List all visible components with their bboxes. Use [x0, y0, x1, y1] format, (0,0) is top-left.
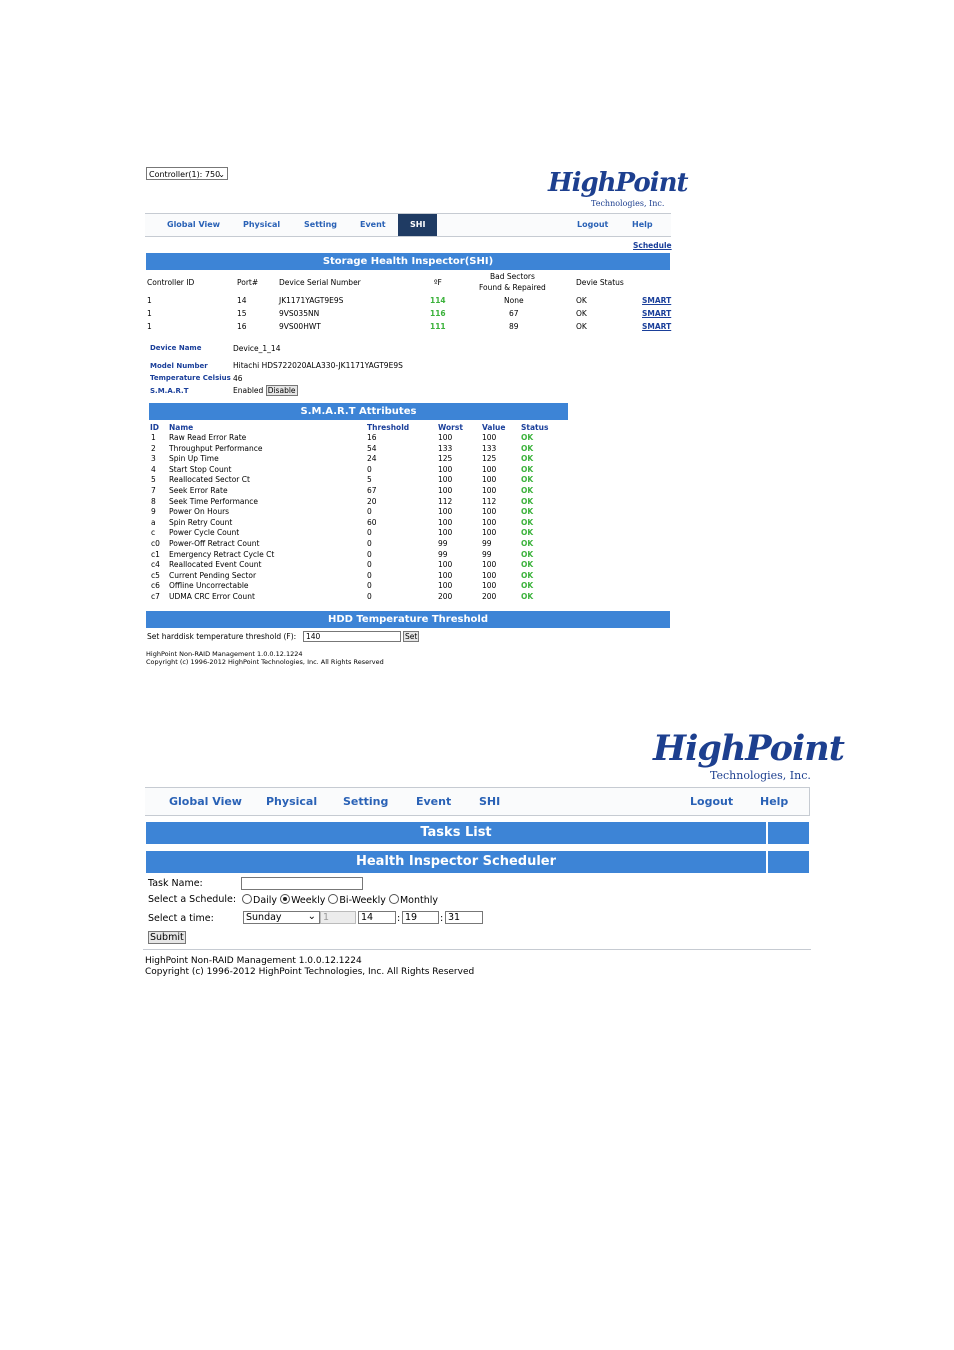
smart-cell-value: 100 — [482, 570, 497, 580]
device-name-value: Device_1_14 — [233, 344, 281, 353]
scheduler-title-cap — [768, 851, 809, 873]
smart-cell-threshold: 0 — [367, 592, 372, 601]
smart-cell-status: OK — [521, 539, 534, 548]
smart-cell-id: c7 — [151, 592, 160, 601]
smart-cell-status: OK — [521, 581, 534, 591]
temperature-label: Temperature Celsius — [150, 374, 231, 382]
nav-shi[interactable]: SHI — [479, 795, 501, 808]
smart-cell-id: c5 — [151, 570, 160, 580]
col-port: Port# — [237, 278, 259, 287]
controller-select-value: Controller(1): 750 — [149, 170, 221, 179]
device-status: OK — [576, 309, 587, 318]
radio-monthly-label: Monthly — [399, 895, 438, 906]
smart-cell-threshold: 0 — [367, 464, 372, 474]
nav-setting[interactable]: Setting — [343, 795, 389, 808]
smart-cell-id: 3 — [151, 454, 156, 464]
smart-state — [233, 386, 298, 395]
smart-col-name: Name — [169, 423, 194, 432]
nav-setting[interactable]: Setting — [304, 220, 337, 229]
smart-cell-value: 100 — [482, 528, 497, 538]
nav-physical[interactable]: Physical — [243, 220, 281, 229]
smart-cell-worst: 99 — [438, 549, 448, 559]
smart-link[interactable]: SMART — [642, 296, 672, 305]
model-number-label: Model Number — [150, 362, 208, 370]
smart-cell-status: OK — [521, 433, 534, 442]
smart-cell-threshold: 67 — [367, 486, 377, 495]
chevron-down-icon: ⌄ — [218, 170, 225, 179]
device-serial: 9VS035NN — [279, 309, 320, 318]
logo-subtitle: Technologies, Inc. — [591, 199, 665, 208]
smart-cell-value: 100 — [482, 507, 497, 517]
threshold-label: Set harddisk temperature threshold (F): — [147, 632, 297, 641]
minute-input[interactable]: 19 — [402, 911, 439, 924]
smart-cell-threshold: 5 — [367, 475, 372, 485]
smart-cell-value: 100 — [482, 581, 497, 591]
tasks-list-title: Tasks List — [146, 822, 766, 844]
day-of-month-input: 1 — [320, 911, 356, 924]
temperature-value: 46 — [233, 374, 243, 383]
smart-cell-worst: 100 — [438, 475, 453, 485]
smart-cell-threshold: 0 — [367, 560, 372, 570]
chevron-down-icon: ⌄ — [307, 911, 316, 922]
tasks-list-title-cap — [768, 822, 809, 844]
col-temp: ºF — [434, 278, 442, 287]
divider — [143, 949, 811, 950]
smart-cell-name: Reallocated Event Count — [169, 560, 262, 570]
device-controller: 1 — [147, 309, 152, 318]
smart-cell-name: Seek Error Rate — [169, 486, 228, 495]
second-input[interactable]: 31 — [445, 911, 483, 924]
smart-cell-value: 100 — [482, 464, 497, 474]
radio-biweekly-label: Bi-Weekly — [339, 895, 386, 906]
smart-cell-name: UDMA CRC Error Count — [169, 592, 255, 601]
smart-cell-id: c6 — [151, 581, 160, 591]
device-status: OK — [576, 322, 587, 331]
smart-cell-worst: 112 — [438, 496, 453, 506]
smart-link[interactable]: SMART — [642, 322, 672, 331]
nav-physical[interactable]: Physical — [266, 795, 318, 808]
radio-monthly-icon[interactable] — [389, 894, 399, 904]
device-temp: 116 — [430, 309, 446, 318]
smart-cell-name: Power-Off Retract Count — [169, 539, 260, 548]
smart-cell-worst: 100 — [438, 560, 453, 570]
smart-cell-threshold: 54 — [367, 443, 377, 453]
nav-shi[interactable]: SHI — [398, 214, 437, 236]
smart-cell-threshold: 20 — [367, 496, 377, 506]
col-device-status: Devie Status — [576, 278, 624, 287]
footer-copyright: Copyright (c) 1996-2012 HighPoint Technologies, Inc. All Rights Reserved — [146, 658, 384, 666]
smart-cell-name: Raw Read Error Rate — [169, 433, 247, 442]
smart-cell-worst: 100 — [438, 517, 453, 527]
smart-cell-worst: 100 — [438, 507, 453, 517]
smart-cell-status: OK — [521, 454, 534, 464]
smart-cell-value: 200 — [482, 592, 497, 601]
device-bad-sectors: 89 — [509, 322, 519, 331]
radio-daily-icon[interactable] — [242, 894, 252, 904]
smart-cell-name: Throughput Performance — [169, 443, 263, 453]
smart-cell-id: c1 — [151, 549, 160, 559]
set-threshold-button[interactable]: Set — [405, 632, 418, 641]
day-select[interactable] — [243, 911, 320, 924]
smart-cell-threshold: 0 — [367, 507, 372, 517]
smart-cell-threshold: 60 — [367, 517, 377, 527]
smart-cell-threshold: 0 — [367, 570, 372, 580]
radio-daily[interactable] — [242, 895, 277, 906]
smart-cell-id: 2 — [151, 443, 156, 453]
smart-state-text: Enabled — [233, 386, 264, 395]
smart-cell-status: OK — [521, 592, 534, 601]
smart-cell-status: OK — [521, 560, 534, 570]
smart-cell-id: 4 — [151, 464, 156, 474]
smart-cell-status: OK — [521, 443, 534, 453]
smart-cell-status: OK — [521, 507, 534, 517]
smart-cell-id: 8 — [151, 496, 156, 506]
smart-cell-name: Reallocated Sector Ct — [169, 475, 250, 485]
submit-button[interactable]: Submit — [150, 932, 184, 943]
radio-weekly-icon[interactable] — [280, 894, 290, 904]
smart-cell-name: Spin Up Time — [169, 454, 219, 464]
nav-help[interactable]: Help — [760, 795, 789, 808]
smart-cell-value: 100 — [482, 475, 497, 485]
smart-cell-name: Seek Time Performance — [169, 496, 258, 506]
smart-cell-value: 125 — [482, 454, 497, 464]
smart-cell-worst: 100 — [438, 464, 453, 474]
smart-col-worst: Worst — [438, 423, 463, 432]
controller-select[interactable] — [146, 167, 228, 180]
smart-cell-value: 100 — [482, 560, 497, 570]
smart-cell-status: OK — [521, 517, 534, 527]
smart-cell-worst: 100 — [438, 433, 453, 442]
smart-cell-name: Offline Uncorrectable — [169, 581, 249, 591]
smart-cell-status: OK — [521, 549, 534, 559]
col-bad-sectors: Bad Sectors — [490, 272, 535, 281]
smart-cell-worst: 125 — [438, 454, 453, 464]
task-name-label: Task Name: — [148, 878, 203, 889]
smart-cell-name: Current Pending Sector — [169, 570, 257, 580]
smart-cell-value: 100 — [482, 517, 497, 527]
footer-version: HighPoint Non-RAID Management 1.0.0.12.1224 — [145, 956, 362, 966]
device-status: OK — [576, 296, 587, 305]
shi-screenshot — [143, 160, 688, 670]
smart-col-id: ID — [150, 423, 160, 432]
smart-cell-value: 100 — [482, 486, 497, 495]
device-bad-sectors: None — [504, 296, 524, 305]
device-bad-sectors: 67 — [509, 309, 519, 318]
smart-attributes-title: S.M.A.R.T Attributes — [149, 403, 568, 420]
smart-cell-worst: 200 — [438, 592, 453, 601]
footer-version: HighPoint Non-RAID Management 1.0.0.12.1224 — [146, 650, 303, 658]
smart-cell-id: 7 — [151, 486, 156, 495]
nav-global-view[interactable]: Global View — [169, 795, 242, 808]
radio-biweekly-icon[interactable] — [328, 894, 338, 904]
smart-cell-name: Start Stop Count — [169, 464, 232, 474]
time-label: Select a time: — [148, 913, 214, 924]
device-port: 15 — [237, 309, 247, 318]
footer-copyright: Copyright (c) 1996-2012 HighPoint Technologies, Inc. All Rights Reserved — [145, 967, 475, 977]
smart-link[interactable]: SMART — [642, 309, 672, 318]
smart-cell-worst: 133 — [438, 443, 453, 453]
smart-cell-name: Power Cycle Count — [169, 528, 240, 538]
col-bad-sectors-sub: Found & Repaired — [479, 283, 546, 292]
scheduler-title: Health Inspector Scheduler — [146, 851, 766, 873]
disable-smart-button[interactable]: Disable — [267, 386, 296, 395]
time-separator: : — [397, 913, 401, 924]
smart-cell-value: 99 — [482, 549, 492, 559]
device-port: 14 — [237, 296, 247, 305]
smart-cell-name: Spin Retry Count — [169, 517, 233, 527]
nav-event[interactable]: Event — [360, 220, 386, 229]
schedule-link[interactable]: Schedule — [633, 241, 672, 250]
radio-weekly[interactable] — [280, 895, 325, 906]
radio-monthly[interactable] — [389, 895, 438, 906]
smart-cell-id: 9 — [151, 507, 156, 517]
logo-subtitle: Technologies, Inc. — [710, 769, 811, 782]
schedule-radio-group — [242, 894, 438, 906]
device-temp: 111 — [430, 322, 446, 331]
nav-bar — [145, 213, 671, 237]
smart-cell-id: a — [151, 517, 156, 527]
radio-weekly-label: Weekly — [291, 895, 326, 906]
smart-cell-threshold: 24 — [367, 454, 377, 464]
smart-cell-threshold: 0 — [367, 549, 372, 559]
smart-cell-status: OK — [521, 496, 534, 506]
smart-cell-threshold: 16 — [367, 433, 377, 442]
nav-help[interactable]: Help — [632, 220, 653, 229]
smart-cell-status: OK — [521, 475, 534, 485]
smart-cell-worst: 100 — [438, 570, 453, 580]
smart-col-status: Status — [521, 423, 549, 432]
nav-bar — [145, 787, 810, 816]
nav-event[interactable]: Event — [416, 795, 452, 808]
model-number-value: Hitachi HDS722020ALA330-JK1171YAGT9E9S — [233, 361, 403, 370]
nav-logout[interactable]: Logout — [690, 795, 734, 808]
scheduler-screenshot — [143, 728, 844, 978]
day-select-value: Sunday — [246, 912, 282, 923]
radio-biweekly[interactable] — [328, 895, 386, 906]
smart-cell-threshold: 0 — [367, 539, 372, 548]
device-serial: JK1171YAGT9E9S — [279, 296, 344, 305]
smart-cell-status: OK — [521, 528, 534, 538]
smart-cell-status: OK — [521, 464, 534, 474]
schedule-label: Select a Schedule: — [148, 894, 237, 905]
device-temp: 114 — [430, 296, 446, 305]
time-separator: : — [440, 913, 444, 924]
highpoint-logo: HighPoint — [548, 168, 688, 198]
task-name-input[interactable] — [241, 877, 363, 890]
shi-title: Storage Health Inspector(SHI) — [146, 253, 670, 270]
smart-cell-value: 133 — [482, 443, 497, 453]
highpoint-logo: HighPoint — [653, 728, 844, 769]
smart-cell-id: c4 — [151, 560, 160, 570]
col-serial: Device Serial Number — [279, 278, 361, 287]
device-serial: 9VS00HWT — [279, 322, 321, 331]
smart-col-threshold: Threshold — [367, 423, 410, 432]
smart-cell-id: c — [151, 528, 156, 538]
hdd-threshold-title: HDD Temperature Threshold — [146, 611, 670, 628]
smart-cell-value: 99 — [482, 539, 492, 548]
device-controller: 1 — [147, 296, 152, 305]
smart-col-value: Value — [482, 423, 506, 432]
device-port: 16 — [237, 322, 247, 331]
smart-cell-threshold: 0 — [367, 528, 372, 538]
smart-cell-status: OK — [521, 486, 534, 495]
smart-cell-worst: 100 — [438, 486, 453, 495]
smart-cell-name: Power On Hours — [169, 507, 230, 517]
col-controller-id: Controller ID — [147, 278, 195, 287]
smart-cell-threshold: 0 — [367, 581, 372, 591]
threshold-input[interactable]: 140 — [303, 631, 401, 642]
smart-cell-worst: 99 — [438, 539, 448, 548]
smart-cell-worst: 100 — [438, 581, 453, 591]
smart-cell-value: 112 — [482, 496, 497, 506]
nav-global-view[interactable]: Global View — [167, 220, 221, 229]
smart-label: S.M.A.R.T — [150, 387, 189, 395]
smart-cell-name: Emergency Retract Cycle Ct — [169, 549, 275, 559]
smart-cell-worst: 100 — [438, 528, 453, 538]
smart-cell-id: c0 — [151, 539, 160, 548]
smart-cell-status: OK — [521, 570, 534, 580]
smart-cell-id: 1 — [151, 433, 156, 442]
device-controller: 1 — [147, 322, 152, 331]
radio-daily-label: Daily — [253, 895, 278, 906]
nav-logout[interactable]: Logout — [577, 220, 609, 229]
smart-cell-value: 100 — [482, 433, 497, 442]
smart-cell-id: 5 — [151, 475, 156, 485]
device-name-label: Device Name — [150, 344, 202, 352]
hour-input[interactable]: 14 — [358, 911, 396, 924]
